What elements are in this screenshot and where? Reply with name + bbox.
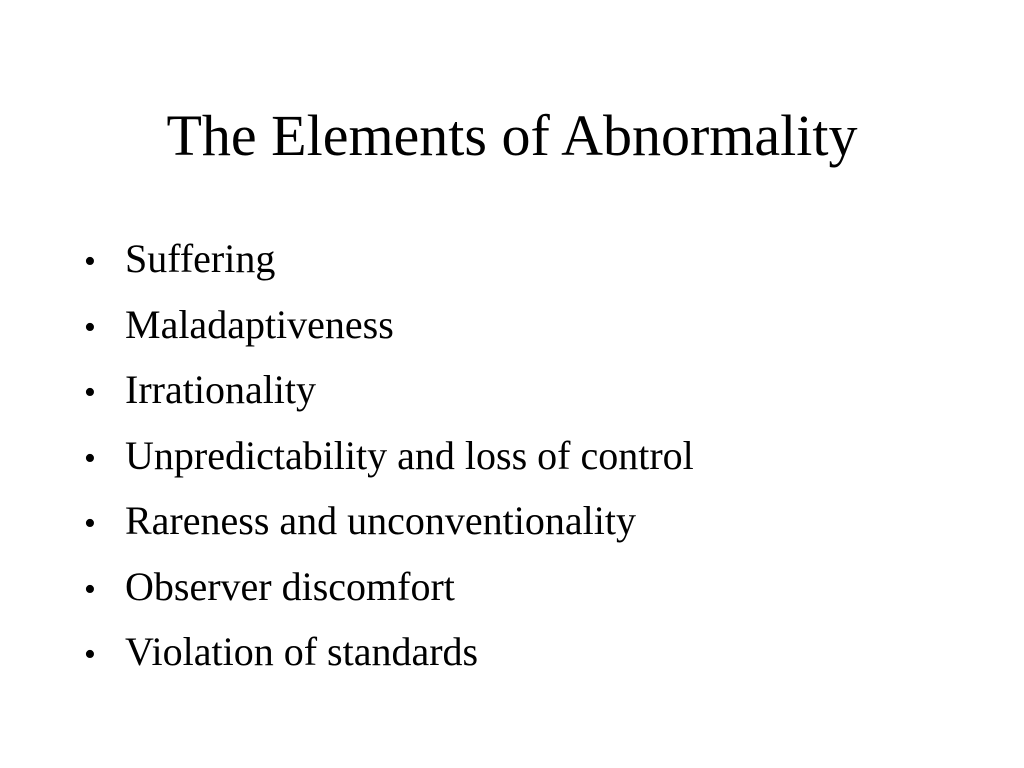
bullet-icon: •	[84, 505, 96, 542]
list-item-text: Violation of standards	[125, 629, 479, 674]
list-item	[84, 619, 984, 685]
bullet-icon: •	[84, 243, 96, 280]
list-item-text: Irrationality	[125, 367, 317, 412]
list-item-text: Rareness and unconventionality	[125, 498, 636, 543]
slide-title: The Elements of Abnormality	[166, 103, 858, 168]
list-item	[84, 226, 984, 292]
list-item	[84, 357, 984, 423]
list-item-text: Maladaptiveness	[125, 301, 394, 347]
list-item-text: Suffering	[125, 236, 276, 281]
bullet-icon: •	[84, 570, 96, 608]
bullet-icon: •	[84, 308, 96, 346]
bullet-list	[84, 226, 984, 685]
bullet-icon: •	[84, 636, 96, 673]
list-item-text: Unpredictability and loss of control	[125, 432, 694, 478]
list-item	[84, 554, 984, 620]
bullet-icon: •	[84, 374, 96, 411]
list-item	[84, 488, 984, 554]
list-item	[84, 423, 984, 489]
list-item-text: Observer discomfort	[125, 563, 455, 609]
bullet-icon: •	[84, 439, 96, 477]
list-item	[84, 292, 984, 358]
